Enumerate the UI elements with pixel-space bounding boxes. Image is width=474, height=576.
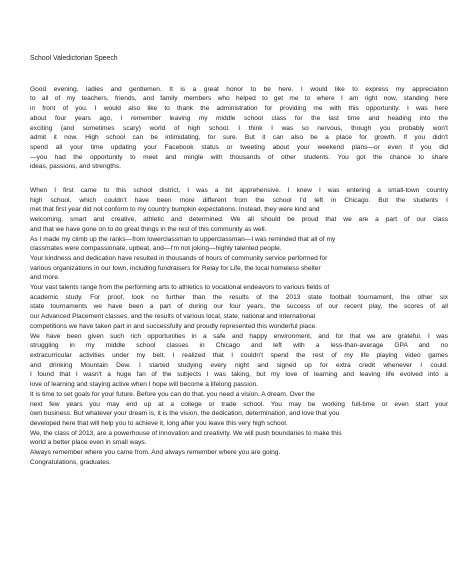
document-body <box>30 54 448 467</box>
text-line: competitions we have taken part in and successfully and proudly represented this wonderful place. <box>30 322 317 330</box>
text-line: Your vast talents range from the performing arts to athletics to vocational endeavors to various fields of <box>30 284 330 292</box>
paragraph-1 <box>30 85 448 172</box>
text-line: Always remember where you came from. And always remember where you are going. <box>30 449 281 457</box>
text-line: developed here that will help you to achieve it, long after you leave this very high school. <box>30 419 288 427</box>
text-line: about four years ago, I remember leaving my middle school class for the last time and heading into the <box>30 114 448 122</box>
text-line: When I first came to this school district, I was a bit apprehensive. I knew I was entering a small-town country <box>30 187 448 195</box>
text-line: various organizations in our town, including fundraisers for Relay for Life, the local homeless shelter <box>30 264 321 272</box>
text-line: We, the class of 2013, are a powerhouse of innovation and creativity. We will push boundaries to make this <box>30 429 342 437</box>
text-line: I found that I wasn't a huge fan of the subjects I was taking, but my love of learning and leaving life evolved into a <box>30 371 448 379</box>
text-line: own business. But whatever your dream is, it is the vision, the dedication, determination, and love that you <box>30 410 340 418</box>
text-line: met that first year did not conform to my country bumpkin expectations. Instead, they were kind and <box>30 206 320 214</box>
text-line: spend all your time updating your Facebook status or tweeting about your weekend plans—or even if you did <box>30 143 448 151</box>
text-line: state tournaments we have been a part of during our four years, the success of our recent play, the scores of all <box>30 303 448 311</box>
text-line: love of learning and staying active when I hope will become a lifelong passion. <box>30 381 258 389</box>
text-line: struggling in my middle school classes in Chicago and left with a less-than-average GPA and no <box>30 342 448 350</box>
text-line: We have been given such rich opportunities in a safe and happy environment, and for that we are grateful. I was <box>30 332 448 340</box>
text-line: As I made my climb up the ranks—from lowerclassman to upperclassman—I was reminded that all of my <box>30 235 336 243</box>
text-line: admit it now. High school can be intimidating, for sure. But it can also be a place for growth. If you didn't <box>30 134 448 142</box>
text-line: classmates were compassionate, upbeat, and—I'm not joking—highly talented people. <box>30 245 282 253</box>
text-line: Congratulations, graduates. <box>30 458 112 466</box>
document-title: School Valedictorian Speech <box>30 55 118 62</box>
text-line: next few years you may end up at a college or trade school. You may be working full-time or even start your <box>30 400 448 408</box>
text-line: Your kindness and dedication have resulted in thousands of hours of community service performed for <box>30 254 328 262</box>
text-line: exciting (and sometimes scary) world of high school. I think I was so nervous, though you probably won't <box>30 124 448 132</box>
text-line: ideas, passions, and strengths. <box>30 163 121 171</box>
text-line: and drinking Mountain Dew. I started studying every night and signed up for extra credit whenever I could. <box>30 361 448 369</box>
text-line: world a better place even in small ways. <box>30 439 147 447</box>
text-line: and more. <box>30 274 60 282</box>
text-line: extracurricular activities under my belt. I realized that I couldn't spend the rest of my life playing video games <box>30 351 448 359</box>
text-line: It is time to set goals for your future. Before you can do that, you need a vision. A dream. Over the <box>30 390 315 398</box>
text-line: welcoming, smart and creative, athletic and determined. We all should be proud that we are a part of our class <box>30 216 448 224</box>
text-line: our Advanced Placement classes, and the results of various local, state, national and international <box>30 313 316 321</box>
text-line: in front of you. I would also like to thank the administration for providing me with this opportunity. I was here <box>30 105 448 113</box>
text-line: high school, which couldn't have been more different from the school I'd left in Chicago. But the students I <box>30 196 448 204</box>
text-line: Good evening, ladies and gentlemen. It is a great honor to be here. I would like to express my appreciation <box>30 85 448 93</box>
paragraph-2 <box>30 186 448 467</box>
text-line: academic study. For proof, look no further than the results of the 2013 state football tournament, the other six <box>30 293 448 301</box>
text-line: and that we have gone on to do great things in the rest of this community as well. <box>30 225 267 233</box>
text-line: —you had the opportunity to meet and mingle with thousands of other students. You got the chance to share <box>30 153 448 161</box>
text-line: to all of my teachers, friends, and family members who helped to get me to where I am right now, standing here <box>30 95 448 103</box>
